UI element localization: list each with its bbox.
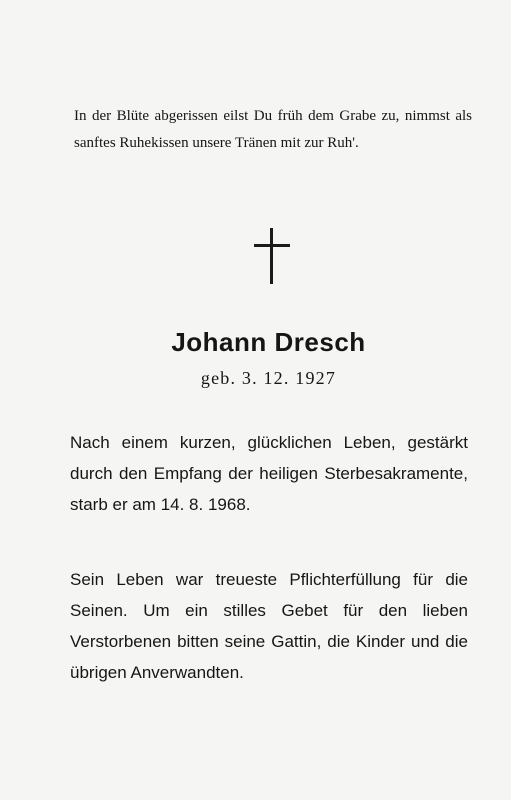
birth-date: geb. 3. 12. 1927 [200,368,337,388]
prayer-request-paragraph: Sein Leben war treueste Pflichterfüllung für die Seinen. Um ein stilles Gebet für den lieben Verstorbenen bitten seine Gattin, die Kinder und die übrigen Anverwandten. [70,570,468,682]
deceased-name: Johann Dresch [171,327,366,357]
memorial-verse: In der Blüte abgerissen eilst Du früh dem Grabe zu, nimmst als sanftes Ruhekissen unsere Tränen mit zur Ruh'. [74,108,472,151]
cross-icon [254,228,290,284]
death-notice-paragraph: Nach einem kurzen, glücklichen Leben, gestärkt durch den Empfang der heiligen Sterbesakramente, starb er am 14. 8. 1968. [70,433,468,514]
